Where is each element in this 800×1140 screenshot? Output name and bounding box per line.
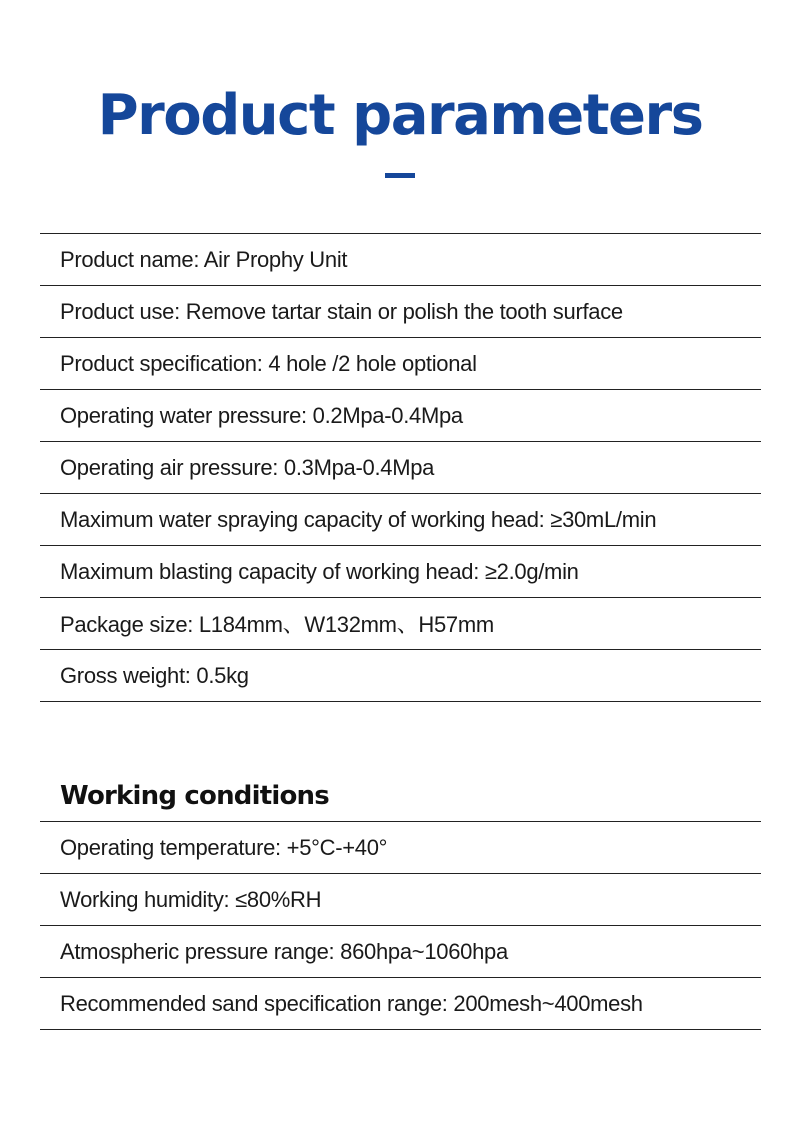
param-text: Operating air pressure: 0.3Mpa-0.4Mpa [60,454,435,480]
param-text: Maximum blasting capacity of working head: ≥2.0g/min [60,558,579,584]
param-text: Product use: Remove tartar stain or polish the tooth surface [60,298,623,324]
title-underline-dash [385,173,415,178]
condition-row-temperature [40,821,761,873]
condition-text: Operating temperature: +5°C-+40° [60,834,388,860]
section-title-working-conditions: Working conditions [60,781,329,811]
param-row-air-pressure [40,441,761,493]
param-text: Product specification: 4 hole /2 hole optional [60,350,477,376]
param-text: Operating water pressure: 0.2Mpa-0.4Mpa [60,402,463,428]
param-row-gross-weight [40,649,761,702]
param-row-water-pressure [40,389,761,441]
param-row-package-size [40,597,761,649]
param-row-blasting-capacity [40,545,761,597]
param-row-product-use [40,285,761,337]
param-row-product-specification [40,337,761,389]
working-conditions-table [40,821,761,1030]
product-parameters-table [40,233,761,702]
param-text: Product name: Air Prophy Unit [60,246,348,272]
page-title: Product parameters [97,83,703,148]
condition-text: Recommended sand specification range: 200mesh~400mesh [60,990,643,1016]
condition-text: Working humidity: ≤80%RH [60,886,322,912]
param-text: Package size: L184mm、W132mm、H57mm [60,612,494,637]
condition-row-atmospheric-pressure [40,925,761,977]
param-row-product-name [40,233,761,285]
condition-row-sand-specification [40,977,761,1030]
param-text: Gross weight: 0.5kg [60,662,249,688]
condition-row-humidity [40,873,761,925]
condition-text: Atmospheric pressure range: 860hpa~1060hpa [60,938,508,964]
param-text: Maximum water spraying capacity of working head: ≥30mL/min [60,506,657,532]
param-row-water-spraying-capacity [40,493,761,545]
